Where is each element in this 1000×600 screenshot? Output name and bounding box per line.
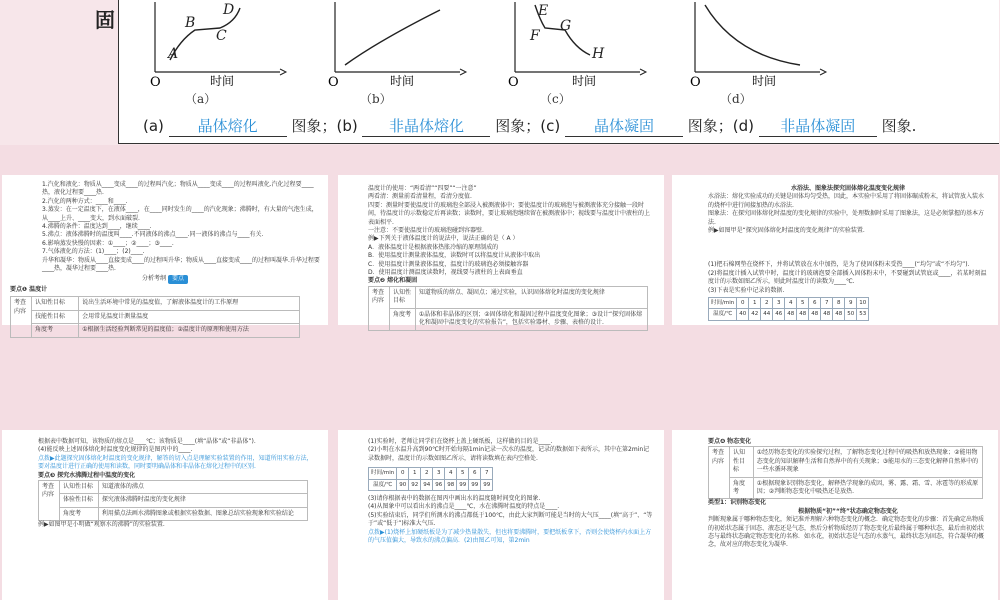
caption-a: （a） [185,92,217,106]
point-label-e: E [538,3,549,19]
section-2-title: 要点❷ 熔化和凝固 [368,277,418,285]
point-label-b: B [185,15,196,31]
slide-5: (1)实验时，老师让同学们在烧杯上盖上硬纸板，这样做的目的是____. (2)小明在水温升高到90℃时开始每隔1min记录一次水的温度，记录的数据如下表所示，其中在第2min记录数据时，温度计的示数如图乙所示，请将读数填在表内空格处. 时间/min 0 1 2 3 4 5 6 7 温度/℃ 90 92 94 96 98 99 99 99 (3)请你根据表中的数据在图丙中画出水的温度随时间变化的图象. (4)从图象中可以看出水的沸点是____℃，水在沸腾时温度的特点是____. (5)实验结束后，同学们所测水的沸点都低于100℃，由此大家判断可能是当时的大气压____(填“高于”、“等于”或“低于”)标准大气压. 点拨▶(1)烧杯上加硬纸板是为了减少热量散失，但也将要沸腾时，要把纸板拿下，否则会使烧杯内水面上方的气压值偏大，导致水的沸点偏高．(2)由图乙可知，第2min [338,430,664,600]
point-label-f: F [530,28,540,44]
origin-c: O [508,75,519,90]
xlabel-b: 时间 [390,74,415,88]
slide-3: 水浴法、图象法探究固体熔化温度变化规律 水浴法：熔化实验成功的关键是固体均匀受热，因此，本实验中采用了将固体碾成粉末，将试管放入装水的烧杯中进行间接加热的水浴法. 图象法：在探究固体熔化时温度的变化规律的实验中，处理数据时采用了图象法，这是必须掌握的基本方法. 例▶如图甲是“探究固体熔化时温度的变化规律”的实验装置. (1)把石棉网垫在烧杯下，并将试管放在水中加热，是为了使固体粉末受热____(“均匀”或“不均匀”). (2)将温度计插入试管中时，温度计的玻璃泡要全部插入固体粉末中，不要碰到试管底或____，若某时刻温度计的示数如图乙所示，则此时温度计的读数为____℃. (3)下表是实验中记录的数据. 时间/min 0 1 2 3 4 5 6 7 8 9 10 温度/℃ 40 42 44 46 48 48 48 48 48 50 53 [672,175,998,325]
caption-d: （d） [720,92,752,106]
slide-3-title: 水浴法、图象法探究固体熔化温度变化规律 [790,185,905,192]
section-3-title: 要点❸ 探究水沸腾过程中温度的变化 [38,471,136,479]
slide-1: 1.汽化和液化：物质从____变成____的过程叫汽化；物质从____变成____的过程叫液化.汽化过程要____热，液化过程要____热. 2.汽化的两种方式：____和____. 3.蒸发：在一定温度下，在液体____，在____同时发生的____的汽化现象；沸腾时，有大量的气泡生成，从____上升、____变大，到水面破裂. 4.沸腾的条件：温度达到____，继续____. 5.沸点：液体沸腾时的温度叫____.不同液体的沸点____.同一液体的沸点与____有关. 6.影响蒸发快慢的因素：①____；②____；③____. 7.气体液化的方法：(1)____；(2)____. 升华和凝华：物质从____直接变成____的过程叫升华；物质从____直接变成____的过程叫凝华.升华过程要____热，凝华过程要____热. 分析考纲 要点 要点❶ 温度计 考查内容 认知性目标 说出生活环境中常见的温度值，了解液体温度计的工作原理 技能性目标 会用常见温度计测量温度 角度考 ①根据生活经验判断常见的温度值；②温度计的原理和使用方法 [2,175,328,325]
point-label-g: G [560,18,572,34]
side-char: 固 [95,8,115,32]
xlabel-d: 时间 [752,74,777,88]
slide-3-table: 时间/min 0 1 2 3 4 5 6 7 8 9 10 温度/℃ 40 42 44 46 48 48 48 48 48 50 53 [708,297,869,321]
point-label-d: D [223,2,235,18]
slide-2: 温度计的使用：“两看清”“四要”“一注意” 两看清：测量前看清量程，看清分度值. 四要：测量时要使温度计的玻璃泡全部浸入被测液体中；要使温度计的玻璃泡与被测液体充分接触一段时间，待温度计的示数稳定后再读数；读数时，要让玻璃泡继续留在被测液体中；视线要与温度计中液柱的上表面相平. 一注意：不要使温度计的玻璃泡碰到容器壁. 例▶下列关于液体温度计的说法中，说法正确的是（ A ） A．液体温度计是根据液体热胀冷缩的原理制成的 B．使用温度计测量液体温度，读数时可以将温度计从液体中取出 C．使用温度计测量液体温度，温度计的玻璃泡必须接触容器 D．使用温度计测温度读数时，视线要与液柱的上表面垂直 要点❷ 熔化和凝固 考查内容 认知性目标 知道物质的熔点、凝固点；通过实验，认识固体熔化时温度的变化规律 角度考 ①晶体和非晶体的区别；②固体熔化和凝固过程中温度变化图象；③设计“探究固体熔化和凝固中温度变化的实验报告”，包括实验器材、步骤、表格的设计. [338,175,664,325]
section-1-title: 要点❶ 温度计 [10,285,48,293]
origin-d: O [690,75,701,90]
origin-a: O [150,75,161,90]
section-4-table: 考查内容 认知性目标 ①经历物态变化的实验探究过程，了解物态变化过程中的吸热和放热现象；②能用物态变化的知识解释生活和自然界中的有关现象；③能用水的三态变化解释自然界中的一些水循环现象 角度考 ①根据现象识别物态变化，解释热学现象的成因，雾、露、霜、雪、冰雹等的形成原因；②判断物态变化中吸热还是放热. [708,446,983,499]
answer-d: 非晶体凝固 [759,115,877,137]
caption-c: （c） [540,92,571,106]
slide-4: 根据表中数据可知，该物质的熔点是____℃；该物质是____(填“晶体”或“非晶体”). (4)能反映上述固体熔化时温度变化规律的是图丙中的____. 点拨▶此题探究固体熔化时温度的变化规律，解答的切入点是理解实验装置的作用，知道所用实验方法，要对温度计进行正确的使用和读数，同时要明确晶体和非晶体在熔化过程中的区别. 要点❸ 探究水沸腾过程中温度的变化 考查内容 认知性目标 知道液体的沸点 体验性目标 探究液体沸腾时温度的变化规律 角度考 利用描点法画水沸腾图象或根据实验数据、图象总结实验现象和实验结论 例▶如图甲是小明做“观察水的沸腾”的实验装置. [2,430,328,600]
point-label-h: H [592,46,605,62]
slide-5-table: 时间/min 0 1 2 3 4 5 6 7 温度/℃ 90 92 94 96 98 99 99 99 [368,467,493,491]
section-3-table: 考查内容 认知性目标 知道液体的沸点 体验性目标 探究液体沸腾时温度的变化规律 角度考 利用描点法画水沸腾图象或根据实验数据、图象总结实验现象和实验结论 [38,480,308,521]
point-label-a: A [168,46,179,62]
section-1-table: 考查内容 认知性目标 说出生活环境中常见的温度值，了解液体温度计的工作原理 技能性目标 会用常见温度计测量温度 角度考 ①根据生活经验判断常见的温度值；②温度计的原理和使用方法 [10,296,300,337]
answer-c: 晶体凝固 [565,115,683,137]
caption-b: （b） [360,92,392,106]
section-2-table: 考查内容 认知性目标 知道物质的熔点、凝固点；通过实验，认识固体熔化时温度的变化规律 角度考 ①晶体和非晶体的区别；②固体熔化和凝固过程中温度变化图象；③设计“探究固体熔化和凝固中温度变化的实验报告”，包括实验器材、步骤、表格的设计. [368,286,648,331]
slide-6: 要点❹ 物态变化 考查内容 认知性目标 ①经历物态变化的实验探究过程，了解物态变化过程中的吸热和放热现象；②能用物态变化的知识解释生活和自然界中的有关现象；③能用水的三态变化解释自然界中的一些水循环现象 角度考 ①根据现象识别物态变化，解释热学现象的成因，雾、露、霜、雪、冰雹等的形成原因；②判断物态变化中吸热还是放热. 类型1：识别物态变化 根据物质“初”“终”状态确定物态变化 判断现象属于哪种物态变化，须记准并理解六种物态变化的概念．确定物态变化的步骤：首先确定出物质的初始状态属于固态、液态还是气态，然后分析物质经历了物态变化后最终属于哪种状态，最后由初始状态与最终状态确定物态变化的名称．如水花，初始状态是气态的水蒸气，最终状态为固态，符合凝华的概念，故对应的物态变化为凝华. [672,430,998,600]
top-banner [0,0,1000,145]
point-label-c: C [216,28,227,44]
origin-b: O [328,75,339,90]
xlabel-a: 时间 [210,74,235,88]
answer-b: 非晶体熔化 [362,115,490,137]
answer-a: 晶体熔化 [169,115,287,137]
answer-row: (a) 晶体熔化 图象；(b) 非晶体熔化 图象；(c) 晶体凝固 图象；(d) 非晶体凝固 图象. [143,117,917,135]
xlabel-c: 时间 [572,74,597,88]
section-4-title: 要点❹ 物态变化 [708,438,752,445]
